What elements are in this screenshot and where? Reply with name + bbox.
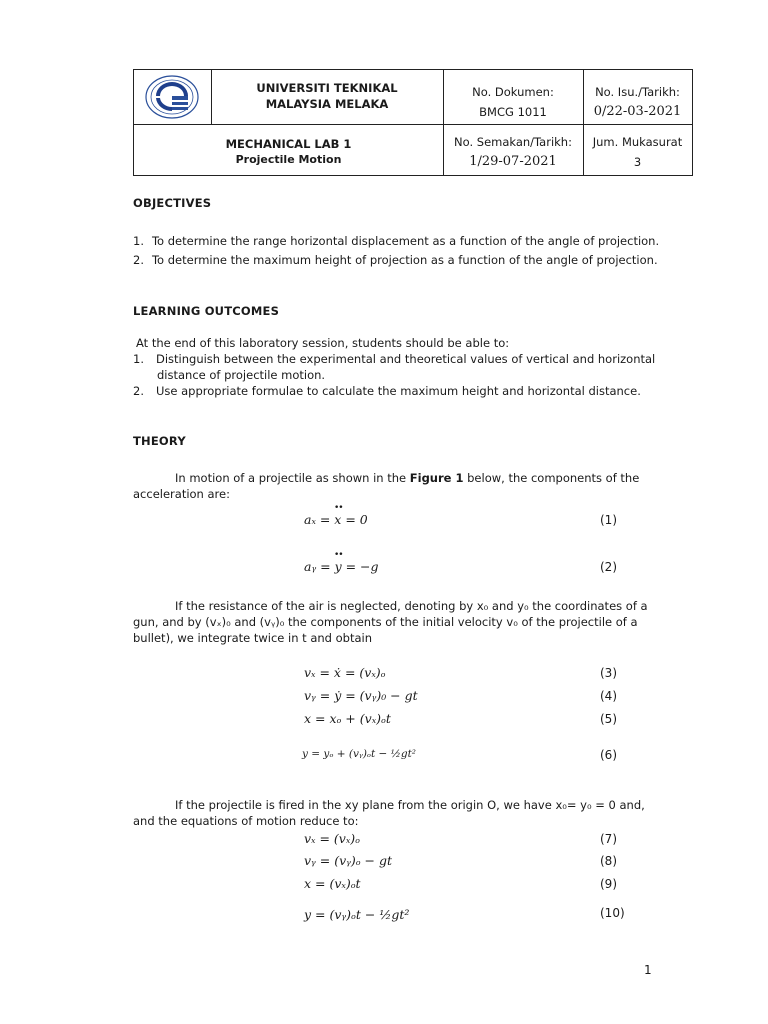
equation-4: vᵧ = ẏ = (vᵧ)₀ − gt xyxy=(304,688,418,703)
equation-9: x = (vₓ)ₒt xyxy=(304,876,361,891)
course-subtitle: Projectile Motion xyxy=(235,153,342,166)
theory-heading: THEORY xyxy=(133,434,186,448)
outcome-item-2: 2. Use appropriate formulae to calculate the maximum height and horizontal distance. xyxy=(133,384,641,398)
university-logo xyxy=(144,74,200,120)
equation-2: aᵧ = y = −g xyxy=(304,559,379,574)
theory-paragraph-3: If the projectile is fired in the xy plane from the origin O, we have x₀= y₀ = 0 and, xyxy=(175,798,645,812)
equation-10-number: (10) xyxy=(600,906,625,920)
equation-5: x = xₒ + (vₓ)ₒt xyxy=(304,711,391,726)
objectives-heading: OBJECTIVES xyxy=(133,196,212,210)
equation-3-number: (3) xyxy=(600,666,617,680)
issue-label: No. Isu./Tarikh: xyxy=(595,85,680,99)
theory-paragraph-2: If the resistance of the air is neglected, denoting by x₀ and y₀ the coordinates of a xyxy=(175,599,648,613)
revision-value: 1/29-07-2021 xyxy=(469,154,557,169)
equation-5-number: (5) xyxy=(600,712,617,726)
theory-paragraph-1-cont: acceleration are: xyxy=(133,487,230,501)
doc-number-value: BMCG 1011 xyxy=(479,105,547,119)
university-name-line2: MALAYSIA MELAKA xyxy=(265,97,389,111)
equation-6-number: (6) xyxy=(600,748,617,762)
pages-value: 3 xyxy=(633,155,642,169)
issue-value: 0/22-03-2021 xyxy=(593,104,682,119)
equation-1-number: (1) xyxy=(600,513,617,527)
theory-paragraph-3-cont: and the equations of motion reduce to: xyxy=(133,814,359,828)
outcomes-intro: At the end of this laboratory session, students should be able to: xyxy=(136,336,510,350)
university-name-line1: UNIVERSITI TEKNIKAL xyxy=(256,81,398,95)
equation-7: vₓ = (vₓ)ₒ xyxy=(304,831,360,846)
objective-item-2: 2. To determine the maximum height of projection as a function of the angle of projection. xyxy=(133,253,658,267)
equation-9-number: (9) xyxy=(600,877,617,891)
objective-item-1: 1. To determine the range horizontal displacement as a function of the angle of projection. xyxy=(133,234,660,248)
outcome-item-1: 1. Distinguish between the experimental and theoretical values of vertical and horizontal xyxy=(133,352,656,366)
equation-10: y = (vᵧ)ₒt − ½gt² xyxy=(304,907,410,922)
theory-paragraph-1: In motion of a projectile as shown in the Figure 1 below, the components of the xyxy=(175,471,640,485)
theory-paragraph-2-cont2: bullet), we integrate twice in t and obtain xyxy=(133,631,373,645)
equation-8: vᵧ = (vᵧ)ₒ − gt xyxy=(304,853,392,868)
theory-paragraph-2-cont: gun, and by (vₓ)₀ and (vᵧ)₀ the components of the initial velocity v₀ of the projectile of a xyxy=(133,615,638,629)
revision-label: No. Semakan/Tarikh: xyxy=(454,135,572,149)
equation-8-number: (8) xyxy=(600,854,617,868)
equation-4-number: (4) xyxy=(600,689,617,703)
document-header-table xyxy=(133,69,693,176)
outcome-item-1-cont: distance of projectile motion. xyxy=(157,368,326,382)
equation-6: y = yₒ + (vᵧ)ₒt − ½gt² xyxy=(302,748,416,760)
double-dot-accent: •• xyxy=(334,550,343,560)
equation-3: vₓ = ẋ = (vₓ)ₒ xyxy=(304,665,386,680)
learning-outcomes-heading: LEARNING OUTCOMES xyxy=(133,304,280,318)
pages-label: Jum. Mukasurat xyxy=(592,135,683,149)
doc-number-label: No. Dokumen: xyxy=(472,85,554,99)
course-title: MECHANICAL LAB 1 xyxy=(225,137,352,151)
equation-1: aₓ = x = 0 xyxy=(304,512,368,527)
double-dot-accent: •• xyxy=(334,503,343,513)
page-number: 1 xyxy=(644,963,652,977)
equation-7-number: (7) xyxy=(600,832,617,846)
equation-2-number: (2) xyxy=(600,560,617,574)
